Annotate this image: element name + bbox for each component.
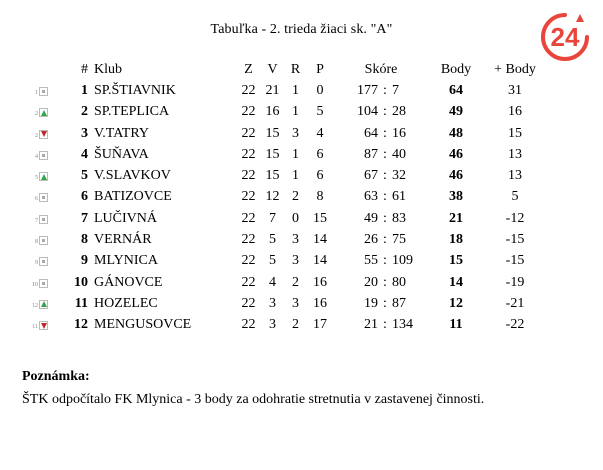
table-row — [32, 165, 546, 186]
plus-points: -12 — [505, 210, 525, 226]
previous-position: 6 — [35, 196, 38, 203]
draws: 3 — [292, 253, 299, 269]
club-name: VERNÁR — [94, 232, 152, 248]
points: 46 — [449, 168, 463, 184]
plus-points: 13 — [508, 146, 522, 162]
club-name: MENGUSOVCE — [94, 317, 192, 333]
games-played: 22 — [241, 295, 256, 311]
previous-position: 11 — [32, 324, 38, 331]
club-name: ŠUŇAVA — [94, 146, 149, 162]
trend-indicator-wrap — [32, 172, 48, 181]
table-header-row — [32, 59, 546, 80]
table-row — [32, 315, 546, 336]
table-title: Tabuľka - 2. trieda žiaci sk. "A" — [210, 22, 393, 37]
draws: 3 — [292, 125, 299, 141]
previous-position: 5 — [35, 175, 38, 182]
position: 12 — [74, 317, 88, 333]
score-separator: : — [383, 146, 387, 162]
score-separator: : — [383, 189, 387, 205]
games-played: 22 — [241, 317, 256, 333]
losses: 6 — [316, 146, 324, 162]
points: 46 — [449, 146, 463, 162]
same-position-icon — [39, 151, 48, 160]
losses: 15 — [313, 210, 327, 226]
trend-indicator — [32, 102, 58, 123]
games-played: 22 — [241, 274, 256, 290]
trend-indicator — [32, 229, 58, 250]
table-row — [32, 293, 546, 314]
arrow-down-icon — [39, 321, 48, 330]
draws: 1 — [292, 82, 299, 98]
position: 2 — [81, 104, 88, 120]
club-name: V.SLAVKOV — [94, 168, 171, 184]
wins: 5 — [269, 253, 276, 269]
goals-for: 55 — [364, 253, 378, 269]
wins: 15 — [265, 168, 280, 184]
goals-for: 87 — [364, 146, 378, 162]
score-separator: : — [383, 82, 387, 98]
plus-points: -21 — [505, 295, 525, 311]
previous-position: 10 — [32, 281, 38, 288]
position: 10 — [74, 274, 88, 290]
same-position-icon — [39, 193, 48, 202]
losses: 6 — [316, 168, 324, 184]
points: 18 — [449, 232, 463, 248]
score-separator: : — [383, 295, 387, 311]
note-heading: Poznámka: — [22, 369, 90, 384]
header-v: V — [267, 61, 278, 77]
goals-for: 177 — [357, 82, 378, 98]
goals-against: 80 — [392, 274, 406, 290]
games-played: 22 — [241, 210, 256, 226]
club-name: BATIZOVCE — [94, 189, 172, 205]
previous-position: 2 — [35, 132, 38, 139]
same-position-icon — [39, 87, 48, 96]
draws: 1 — [292, 146, 299, 162]
club-name: HOZELEC — [94, 295, 158, 311]
trend-indicator — [32, 187, 58, 208]
club-name: V.TATRY — [94, 125, 150, 141]
wins: 15 — [265, 146, 280, 162]
neutral-dot — [42, 282, 45, 285]
trend-indicator — [32, 208, 58, 229]
header-num: # — [81, 61, 88, 77]
plus-points: -15 — [505, 232, 525, 248]
trend-indicator-wrap — [32, 300, 48, 309]
neutral-dot — [42, 196, 45, 199]
previous-position: 2 — [35, 111, 38, 118]
games-played: 22 — [241, 189, 256, 205]
score-separator: : — [383, 125, 387, 141]
draws: 1 — [292, 104, 299, 120]
same-position-icon — [39, 257, 48, 266]
same-position-icon — [39, 215, 48, 224]
goals-for: 49 — [364, 210, 378, 226]
trend-indicator — [32, 293, 58, 314]
standings-body — [32, 80, 546, 336]
neutral-dot — [42, 90, 45, 93]
trend-indicator-wrap — [32, 108, 48, 117]
arrow-up-icon — [39, 108, 48, 117]
header-score: Skóre — [364, 61, 398, 77]
table-row — [32, 272, 546, 293]
trend-indicator-wrap — [32, 151, 48, 160]
same-position-icon — [39, 279, 48, 288]
goals-against: 87 — [392, 295, 406, 311]
games-played: 22 — [241, 232, 256, 248]
score-separator: : — [383, 274, 387, 290]
wins: 21 — [265, 82, 280, 98]
previous-position: 4 — [35, 153, 38, 160]
table-row — [32, 229, 546, 250]
table-row — [32, 80, 546, 101]
goals-against: 75 — [392, 232, 406, 248]
games-played: 22 — [241, 82, 256, 98]
logo-text: 24 — [550, 22, 580, 52]
draws: 3 — [292, 232, 299, 248]
header-points: Body — [440, 61, 472, 77]
draws: 1 — [292, 168, 299, 184]
arrow-up-icon — [39, 300, 48, 309]
score-separator: : — [383, 104, 387, 120]
draws: 0 — [292, 210, 299, 226]
losses: 5 — [316, 104, 324, 120]
losses: 4 — [316, 125, 324, 141]
position: 6 — [81, 189, 88, 205]
previous-position: 9 — [35, 260, 38, 267]
plus-points: -22 — [505, 317, 525, 333]
table-row — [32, 102, 546, 123]
goals-for: 20 — [364, 274, 378, 290]
club-name: SP.ŠTIAVNIK — [94, 82, 176, 98]
trend-indicator-wrap — [32, 236, 48, 245]
wins: 15 — [265, 125, 280, 141]
same-position-icon — [39, 236, 48, 245]
draws: 2 — [292, 189, 299, 205]
down-triangle — [41, 323, 47, 329]
neutral-dot — [42, 239, 45, 242]
games-played: 22 — [241, 146, 256, 162]
plus-points: 5 — [511, 189, 519, 205]
draws: 2 — [292, 317, 299, 333]
plus-points: 16 — [508, 104, 522, 120]
wins: 3 — [269, 317, 276, 333]
previous-position: 8 — [35, 239, 38, 246]
goals-against: 7 — [392, 82, 399, 98]
goals-against: 32 — [392, 168, 406, 184]
trend-indicator-wrap — [32, 193, 48, 202]
header-plus-points: + Body — [494, 61, 536, 77]
table-row — [32, 208, 546, 229]
points: 11 — [449, 317, 463, 333]
goals-against: 28 — [392, 104, 406, 120]
losses: 17 — [313, 317, 327, 333]
points: 14 — [449, 274, 463, 290]
header-z: Z — [244, 61, 253, 77]
losses: 14 — [313, 253, 327, 269]
position: 3 — [81, 125, 88, 141]
wins: 12 — [265, 189, 280, 205]
trend-indicator — [32, 315, 58, 336]
previous-position: 1 — [35, 89, 38, 96]
trend-indicator — [32, 80, 58, 101]
points: 64 — [449, 82, 463, 98]
arrow-down-icon — [39, 130, 48, 139]
goals-for: 64 — [364, 125, 378, 141]
trend-indicator — [32, 165, 58, 186]
draws: 3 — [292, 295, 299, 311]
goals-against: 134 — [392, 317, 413, 333]
wins: 7 — [269, 210, 276, 226]
position: 8 — [81, 232, 88, 248]
down-triangle — [41, 131, 47, 137]
trend-indicator — [32, 251, 58, 272]
club-name: GÁNOVCE — [94, 274, 163, 290]
position: 1 — [81, 82, 88, 98]
up-triangle — [41, 174, 47, 180]
goals-for: 67 — [364, 168, 378, 184]
club-name: LUČIVNÁ — [94, 210, 157, 226]
losses: 8 — [316, 189, 324, 205]
up-triangle — [41, 110, 47, 116]
wins: 4 — [269, 274, 276, 290]
points: 49 — [449, 104, 463, 120]
arrow-up-icon — [39, 172, 48, 181]
up-triangle — [41, 301, 47, 307]
plus-points: -19 — [505, 274, 525, 290]
points: 48 — [449, 125, 463, 141]
games-played: 22 — [241, 104, 256, 120]
games-played: 22 — [241, 168, 256, 184]
losses: 16 — [313, 274, 327, 290]
table-row — [32, 144, 546, 165]
wins: 16 — [265, 104, 280, 120]
header-indicator — [32, 59, 58, 80]
goals-against: 61 — [392, 189, 406, 205]
wins: 5 — [269, 232, 276, 248]
losses: 14 — [313, 232, 327, 248]
position: 9 — [81, 253, 88, 269]
neutral-dot — [42, 260, 45, 263]
goals-for: 21 — [364, 317, 378, 333]
goals-for: 26 — [364, 232, 378, 248]
goals-against: 16 — [392, 125, 406, 141]
points: 21 — [449, 210, 463, 226]
score-separator: : — [383, 317, 387, 333]
position: 11 — [74, 295, 88, 311]
plus-points: 15 — [508, 125, 522, 141]
trend-indicator-wrap — [32, 279, 48, 288]
previous-position: 7 — [35, 217, 38, 224]
losses: 0 — [316, 82, 324, 98]
points: 12 — [449, 295, 463, 311]
plus-points: 13 — [508, 168, 522, 184]
draws: 2 — [292, 274, 299, 290]
club-name: MLYNICA — [94, 253, 158, 269]
goals-against: 109 — [392, 253, 413, 269]
games-played: 22 — [241, 253, 256, 269]
trend-indicator — [32, 123, 58, 144]
header-club: Klub — [94, 61, 122, 77]
header-p: P — [316, 61, 324, 77]
position: 5 — [81, 168, 88, 184]
score-separator: : — [383, 232, 387, 248]
wins: 3 — [269, 295, 276, 311]
score-separator: : — [383, 168, 387, 184]
header-r: R — [290, 61, 301, 77]
position: 7 — [81, 210, 88, 226]
note-text: ŠTK odpočítalo FK Mlynica - 3 body za odohratie stretnutia v zastavenej činnosti. — [22, 392, 485, 407]
goals-against: 83 — [392, 210, 406, 226]
score-separator: : — [383, 253, 387, 269]
table-row — [32, 123, 546, 144]
trend-indicator-wrap — [32, 130, 48, 139]
site-logo-24[interactable] — [540, 12, 590, 62]
goals-for: 63 — [364, 189, 378, 205]
plus-points: -15 — [505, 253, 525, 269]
trend-indicator-wrap — [32, 87, 48, 96]
trend-indicator-wrap — [32, 215, 48, 224]
trend-indicator — [32, 272, 58, 293]
position: 4 — [81, 146, 88, 162]
goals-for: 104 — [357, 104, 378, 120]
club-name: SP.TEPLICA — [94, 104, 170, 120]
neutral-dot — [42, 154, 45, 157]
neutral-dot — [42, 218, 45, 221]
trend-indicator-wrap — [32, 321, 48, 330]
losses: 16 — [313, 295, 327, 311]
table-row — [32, 187, 546, 208]
standings-table — [32, 59, 546, 336]
goals-against: 40 — [392, 146, 406, 162]
points: 15 — [449, 253, 463, 269]
previous-position: 12 — [32, 302, 38, 309]
plus-points: 31 — [508, 82, 522, 98]
points: 38 — [449, 189, 463, 205]
trend-indicator — [32, 144, 58, 165]
games-played: 22 — [241, 125, 256, 141]
score-separator: : — [383, 210, 387, 226]
table-row — [32, 251, 546, 272]
goals-for: 19 — [364, 295, 378, 311]
trend-indicator-wrap — [32, 257, 48, 266]
